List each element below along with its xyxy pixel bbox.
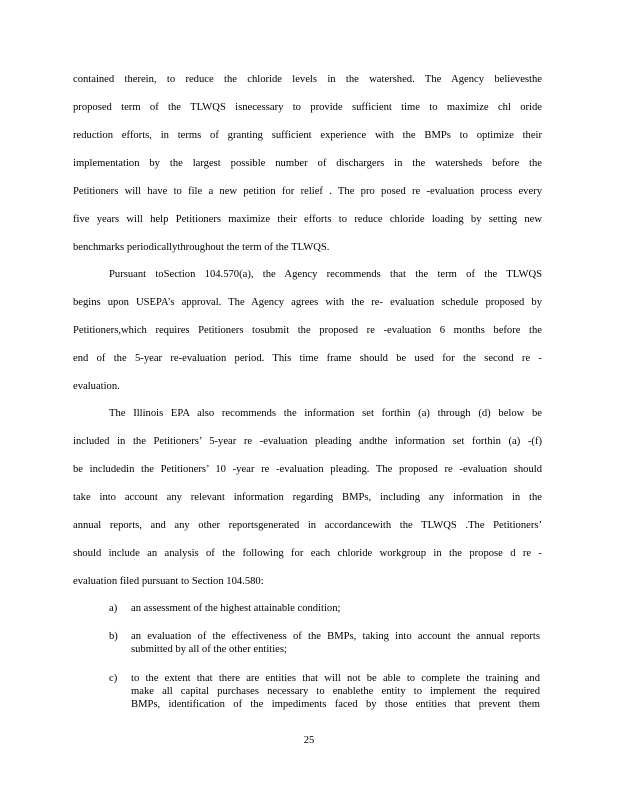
- paragraph-2-line: Pursuant toSection 104.570(a), the Agency recommends that the term of the TLWQS: [109, 269, 542, 280]
- list-marker-b: b): [109, 631, 118, 642]
- paragraph-3-line: be includedin the Petitioners’ 10 -year re -evaluation pleading. The proposed re -evaluation should: [73, 464, 542, 475]
- list-item-c-line: to the extent that there are entities that will not be able to complete the training and: [131, 673, 540, 684]
- list-item-b-line: submitted by all of the other entities;: [131, 644, 287, 655]
- list-item-c-line: BMPs, identification of the impediments faced by those entities that prevent them: [131, 699, 540, 710]
- paragraph-3-line: take into account any relevant information regarding BMPs, including any information in the: [73, 492, 542, 503]
- paragraph-2-line: Petitioners,which requires Petitioners tosubmit the proposed re -evaluation 6 months before the: [73, 325, 542, 336]
- paragraph-3-line: annual reports, and any other reportsgenerated in accordancewith the TLWQS .The Petitioners’: [73, 520, 542, 531]
- page-number: 25: [303, 735, 315, 746]
- paragraph-1-line: Petitioners will have to file a new petition for relief . The pro posed re -evaluation process every: [73, 186, 542, 197]
- paragraph-1-line: benchmarks periodicallythroughout the term of the TLWQS.: [73, 242, 330, 253]
- paragraph-3-line: should include an analysis of the following for each chloride workgroup in the propose d re -: [73, 548, 542, 559]
- paragraph-1-line: five years will help Petitioners maximize their efforts to reduce chloride loading by setting new: [73, 214, 542, 225]
- paragraph-3-line: evaluation filed pursuant to Section 104.580:: [73, 576, 264, 587]
- list-item-b-line: an evaluation of the effectiveness of the BMPs, taking into account the annual reports: [131, 631, 540, 642]
- paragraph-1-line: proposed term of the TLWQS isnecessary to provide sufficient time to maximize chl oride: [73, 102, 542, 113]
- paragraph-1-line: reduction efforts, in terms of granting sufficient experience with the BMPs to optimize their: [73, 130, 542, 141]
- paragraph-1-line: contained therein, to reduce the chloride levels in the watershed. The Agency believesthe: [73, 74, 542, 85]
- paragraph-3-line: The Illinois EPA also recommends the information set forthin (a) through (d) below be: [109, 408, 542, 419]
- paragraph-2-line: end of the 5-year re-evaluation period. This time frame should be used for the second re -: [73, 353, 542, 364]
- paragraph-2-line: evaluation.: [73, 381, 120, 392]
- list-marker-c: c): [109, 673, 118, 684]
- paragraph-2-line: begins upon USEPA’s approval. The Agency agrees with the re- evaluation schedule proposed by: [73, 297, 542, 308]
- paragraph-3-line: included in the Petitioners’ 5-year re -evaluation pleading andthe information set forthin (a) -(f): [73, 436, 542, 447]
- list-marker-a: a): [109, 603, 118, 614]
- list-item-c-line: make all capital purchases necessary to enablethe entity to implement the required: [131, 686, 540, 697]
- list-item-a-line: an assessment of the highest attainable condition;: [131, 603, 341, 614]
- paragraph-1-line: implementation by the largest possible number of dischargers in the watersheds before the: [73, 158, 542, 169]
